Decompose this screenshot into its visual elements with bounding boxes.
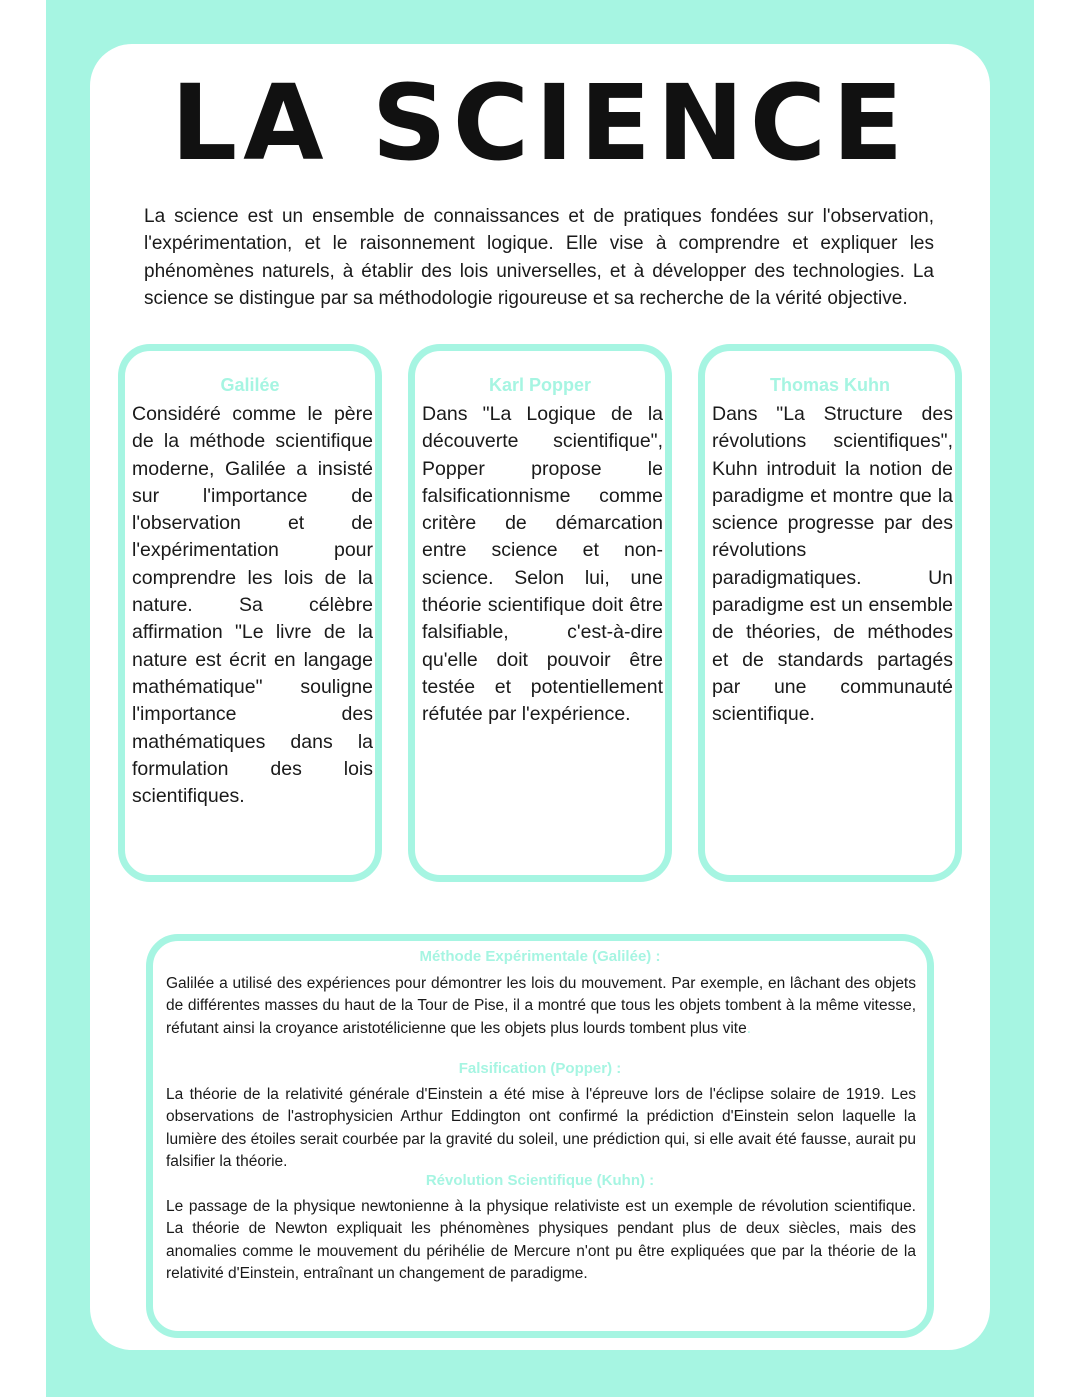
card-body: Dans "La Structure des révolutions scientifiques", Kuhn introduit la notion de paradigme et montre que la science progresse par des révolutions paradigmatiques. Un paradigme est un ensemble de théories, de méthodes et de standards partagés par une communauté scientifique.: [712, 403, 953, 726]
card-karl-popper: [408, 344, 672, 882]
card-thomas-kuhn: [698, 344, 962, 882]
card-title: Galilée: [220, 375, 280, 395]
example-text-revolution: Le passage de la physique newtonienne à la physique relativiste est un exemple de révolution scientifique. La théorie de Newton expliquait les phénomènes physiques pendant plus de deux siècles, mais des anomalies comme le mouvement du périhélie de Mercure n'ont pu être expliquées que par la théorie de la relativité d'Einstein, entraînant un changement de paradigme.: [166, 1198, 916, 1283]
intro-paragraph: La science est un ensemble de connaissances et de pratiques fondées sur l'observation, l'expérimentation, et le raisonnement logique. Elle vise à comprendre et expliquer les phénomènes naturels, à établir des lois universelles, et à développer des technologies. La science se distingue par sa méthodologie rigoureuse et sa recherche de la vérité objective.: [144, 206, 934, 310]
card-body: Considéré comme le père de la méthode scientifique moderne, Galilée a insisté sur l'importance de l'observation et de l'expérimentation pour comprendre les lois de la nature. Sa célèbre affirmation "Le livre de la nature est écrit en langage mathématique" souligne l'importance des mathématiques dans la formulation des lois scientifiques.: [132, 403, 373, 808]
example-heading-falsification: Falsification (Popper) :: [458, 1060, 622, 1077]
card-body: Dans "La Logique de la découverte scientifique", Popper propose le falsificationnisme comme critère de démarcation entre science et non-science. Selon lui, une théorie scientifique doit être falsifiable, c'est-à-dire qu'elle doit pouvoir être testée et potentiellement réfutée par l'expérience.: [422, 403, 663, 726]
example-heading-methode: Méthode Expérimentale (Galilée) :: [419, 948, 661, 965]
page-title: LA SCIENCE: [170, 62, 910, 184]
card-galilee: [118, 344, 382, 882]
example-heading-revolution: Révolution Scientifique (Kuhn) :: [425, 1172, 655, 1189]
example-text-methode: Galilée a utilisé des expériences pour démontrer les lois du mouvement. Par exemple, en lâchant des objets de différentes masses du haut de la Tour de Pise, il a montré que tous les objets tombent à la même vitesse, réfutant ainsi la croyance aristotélicienne que les objets plus lourds tombent plus vite.: [166, 975, 916, 1037]
examples-box: [146, 934, 934, 1338]
example-text-falsification: La théorie de la relativité générale d'Einstein a été mise à l'épreuve lors de l'éclipse solaire de 1919. Les observations de l'astrophysicien Arthur Eddington ont confirmé la prédiction d'Einstein selon laquelle la lumière des étoiles serait courbée par la gravité du soleil, une prédiction qui, si elle avait été fausse, aurait pu falsifier la théorie.: [166, 1086, 916, 1171]
card-title: Karl Popper: [488, 375, 592, 395]
card-title: Thomas Kuhn: [770, 375, 890, 395]
decorative-dot: .: [746, 1019, 752, 1037]
